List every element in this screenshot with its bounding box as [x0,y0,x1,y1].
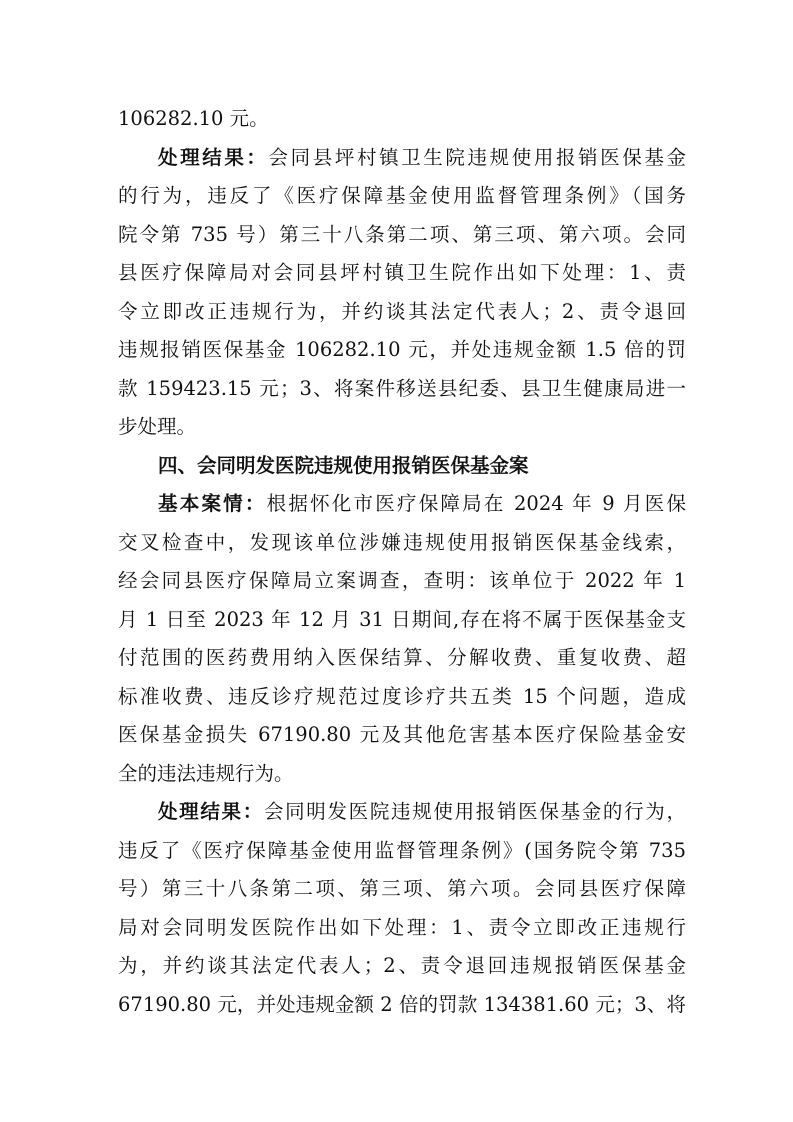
text-line: 令立即改正违规行为，并约谈其法定代表人；2、责令退回 [118,299,686,323]
text-line [118,139,686,178]
paragraph-label: 基本案情： [158,492,267,515]
text-line: 标准收费、违反诊疗规范过度诊疗共五类 15 个问题，造成 [118,684,686,708]
text-line-content: 会同县坪村镇卫生院违规使用报销医保基金 [268,145,686,169]
text-line: 付范围的医药费用纳入医保结算、分解收费、重复收费、超 [118,646,686,669]
text-line: 步处理。 [118,415,197,438]
section-heading: 四、会同明发医院违规使用报销医保基金案 [158,453,529,477]
text-line: 医保基金损失 67190.80 元及其他危害基本医疗保险基金安 [118,723,686,746]
text-line: 67190.80 元，并处违规金额 2 倍的罚款 134381.60 元；3、将 [118,992,686,1016]
text-line: 经会同县医疗保障局立案调查，查明：该单位于 2022 年 1 [118,569,686,592]
text-line: 月 1 日至 2023 年 12 月 31 日期间,存在将不属于医保基金支 [118,607,686,631]
text-line: 106282.10 元。 [118,107,269,130]
text-line: 号）第三十八条第二项、第三项、第六项。会同县医疗保障 [118,877,686,900]
paragraph-label: 处理结果： [158,145,269,169]
text-line [118,793,686,832]
text-line: 的行为，违反了《医疗保障基金使用监督管理条例》（国务 [118,184,686,207]
text-line: 违反了《医疗保障基金使用监督管理条例》(国务院令第 735 [118,838,686,862]
text-line: 院令第 735 号）第三十八条第二项、第三项、第六项。会同 [118,222,686,246]
paragraph-label: 处理结果： [158,800,264,823]
text-line: 县医疗保障局对会同县坪村镇卫生院作出如下处理：1、责 [118,261,686,284]
text-line-content: 会同明发医院违规使用报销医保基金的行为， [263,800,686,823]
document-page [118,100,686,1024]
text-line: 交叉检查中，发现该单位涉嫌违规使用报销医保基金线索， [118,530,686,554]
text-line: 违规报销医保基金 106282.10 元，并处违规金额 1.5 倍的罚 [118,338,686,361]
text-line: 局对会同明发医院作出如下处理：1、责令立即改正违规行 [118,915,686,939]
text-line: 全的违法违规行为。 [118,761,294,785]
text-line: 为，并约谈其法定代表人；2、责令退回违规报销医保基金 [118,954,686,977]
text-line-content: 根据怀化市医疗保障局在 2024 年 9 月医保 [266,492,686,515]
text-line: 款 159423.15 元；3、将案件移送县纪委、县卫生健康局进一 [118,376,686,400]
text-line [118,485,686,524]
